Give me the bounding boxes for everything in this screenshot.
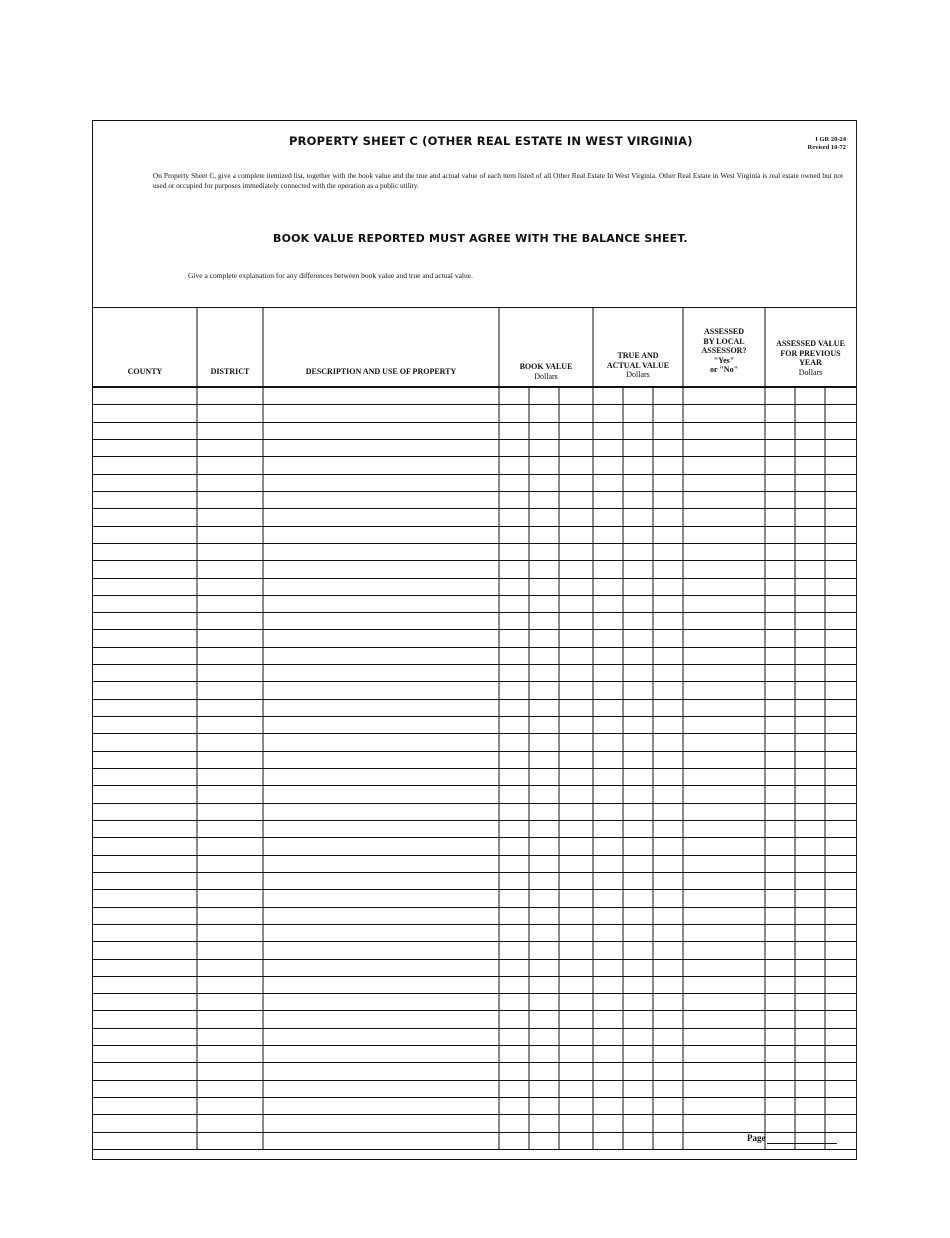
column-header-district: DISTRICT — [210, 367, 250, 376]
true-value-line1: TRUE AND — [617, 351, 659, 360]
assessed-line5: or "No" — [709, 365, 739, 374]
intro-paragraph: On Property Sheet C, give a complete itemized list, together with the book value and the true and actual value of each item listed of all Other Real Estate In West Virginia. Other Real Estate in West Virginia is real estate owned but not used or occupied for purposes immediately connected with the operation as a public utility. — [153, 171, 843, 190]
prev-line2: FOR PREVIOUS — [780, 348, 841, 358]
form-revision: Revised 10-72 — [807, 144, 846, 151]
column-header-true-value — [593, 351, 683, 380]
form-title: PROPERTY SHEET C (OTHER REAL ESTATE IN WEST VIRGINIA) — [289, 134, 693, 148]
assessed-line4: "Yes" — [713, 355, 735, 365]
prev-line1: ASSESSED VALUE — [776, 339, 845, 348]
column-header-description: DESCRIPTION AND USE OF PROPERTY — [305, 367, 457, 376]
prev-unit: Dollars — [798, 367, 823, 377]
book-value-unit: Dollars — [534, 371, 558, 381]
true-value-line2: ACTUAL VALUE — [606, 360, 670, 370]
page-number-field[interactable] — [767, 1143, 837, 1144]
column-header-county: COUNTY — [127, 367, 163, 376]
assessed-line1: ASSESSED — [703, 327, 745, 336]
property-table — [93, 307, 856, 1159]
assessed-line2: BY LOCAL — [703, 336, 745, 346]
table-grid — [93, 307, 856, 1159]
form-code: I GR 20-24 — [815, 136, 846, 143]
book-value-label: BOOK VALUE — [519, 362, 573, 371]
assessed-line3: ASSESSOR? — [701, 346, 747, 355]
column-header-assessed — [683, 327, 765, 375]
property-sheet-form — [92, 120, 857, 1160]
page-label: Page — [747, 1133, 766, 1143]
balance-notice: BOOK VALUE REPORTED MUST AGREE WITH THE BALANCE SHEET. — [273, 232, 688, 245]
true-value-unit: Dollars — [626, 370, 650, 379]
form-number — [808, 136, 846, 152]
prev-line3: YEAR — [799, 358, 822, 367]
column-header-book-value — [499, 362, 593, 381]
explanation-note: Give a complete explanation for any differences between book value and true and actual value. — [188, 271, 473, 280]
column-header-previous-year — [765, 339, 856, 377]
